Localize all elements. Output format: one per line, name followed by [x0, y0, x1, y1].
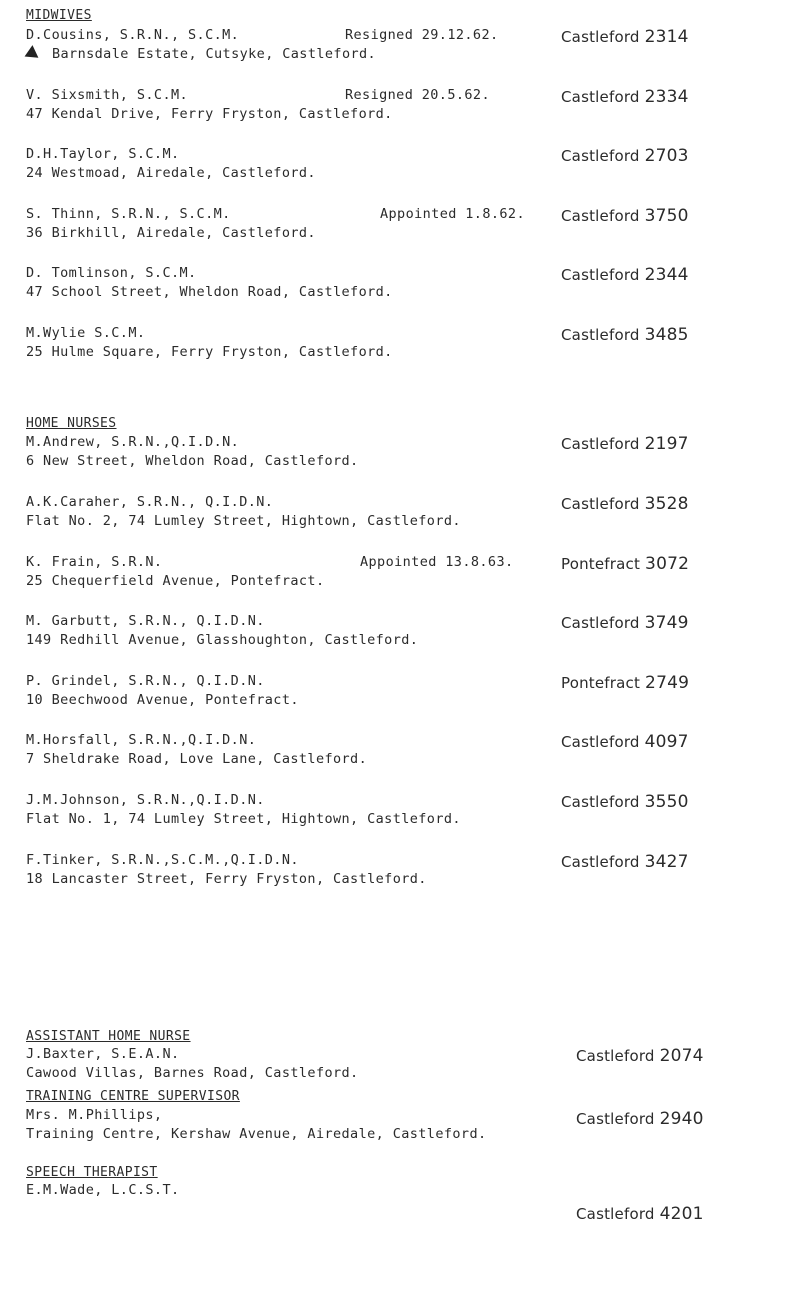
phone-number: Castleford 3550	[561, 792, 689, 812]
phone-number: Castleford 3485	[561, 325, 689, 345]
staff-address: Cawood Villas, Barnes Road, Castleford.	[26, 1065, 359, 1081]
phone-number: Castleford 3749	[561, 613, 689, 633]
staff-name: D.Cousins, S.R.N., S.C.M.	[26, 27, 240, 43]
phone-number: Castleford 2314	[561, 27, 689, 47]
staff-name: M.Wylie S.C.M.	[26, 325, 146, 341]
staff-address: Barnsdale Estate, Cutsyke, Castleford.	[52, 46, 377, 62]
staff-address: 36 Birkhill, Airedale, Castleford.	[26, 225, 316, 241]
phone-number: Castleford 2344	[561, 265, 689, 285]
staff-address: 25 Chequerfield Avenue, Pontefract.	[26, 573, 325, 589]
status-note: Appointed 13.8.63.	[360, 554, 514, 570]
list-item	[0, 852, 800, 892]
staff-name: P. Grindel, S.R.N., Q.I.D.N.	[26, 673, 265, 689]
list-item	[0, 732, 800, 772]
staff-name: M.Andrew, S.R.N.,Q.I.D.N.	[26, 434, 240, 450]
list-item	[0, 1107, 800, 1147]
staff-address: Flat No. 2, 74 Lumley Street, Hightown, Castleford.	[26, 513, 461, 529]
staff-name: E.M.Wade, L.C.S.T.	[26, 1182, 180, 1198]
home-nurses-heading: HOME NURSES	[26, 416, 117, 431]
list-item	[0, 146, 800, 186]
phone-number: Castleford 2074	[576, 1046, 704, 1066]
staff-name: S. Thinn, S.R.N., S.C.M.	[26, 206, 231, 222]
status-note: Resigned 20.5.62.	[345, 87, 490, 103]
staff-name: F.Tinker, S.R.N.,S.C.M.,Q.I.D.N.	[26, 852, 299, 868]
list-item	[0, 1182, 800, 1222]
staff-name: Mrs. M.Phillips,	[26, 1107, 163, 1123]
staff-address: 7 Sheldrake Road, Love Lane, Castleford.	[26, 751, 368, 767]
list-item	[0, 206, 800, 246]
staff-address: Flat No. 1, 74 Lumley Street, Hightown, Castleford.	[26, 811, 461, 827]
list-item	[0, 265, 800, 305]
phone-number: Castleford 4201	[576, 1204, 704, 1224]
staff-address: 25 Hulme Square, Ferry Fryston, Castleford.	[26, 344, 393, 360]
staff-name: D. Tomlinson, S.C.M.	[26, 265, 197, 281]
list-item	[0, 494, 800, 534]
staff-address: 6 New Street, Wheldon Road, Castleford.	[26, 453, 359, 469]
staff-name: K. Frain, S.R.N.	[26, 554, 163, 570]
status-note: Appointed 1.8.62.	[380, 206, 525, 222]
phone-number: Pontefract 3072	[561, 554, 690, 574]
staff-name: M.Horsfall, S.R.N.,Q.I.D.N.	[26, 732, 257, 748]
staff-address: 149 Redhill Avenue, Glasshoughton, Castleford.	[26, 632, 419, 648]
staff-address: 10 Beechwood Avenue, Pontefract.	[26, 692, 299, 708]
speech-therapist-heading: SPEECH THERAPIST	[26, 1165, 158, 1180]
list-item	[0, 613, 800, 653]
phone-number: Pontefract 2749	[561, 673, 690, 693]
staff-address: 24 Westmoad, Airedale, Castleford.	[26, 165, 316, 181]
list-item	[0, 792, 800, 832]
midwives-heading: MIDWIVES	[26, 8, 92, 23]
staff-address: Training Centre, Kershaw Avenue, Airedale, Castleford.	[26, 1126, 487, 1142]
phone-number: Castleford 2334	[561, 87, 689, 107]
list-item	[0, 434, 800, 474]
arrow-mark-icon	[22, 45, 39, 63]
staff-name: V. Sixsmith, S.C.M.	[26, 87, 189, 103]
list-item	[0, 1046, 800, 1086]
list-item	[0, 87, 800, 127]
phone-number: Castleford 3528	[561, 494, 689, 514]
staff-name: M. Garbutt, S.R.N., Q.I.D.N.	[26, 613, 265, 629]
staff-name: J.M.Johnson, S.R.N.,Q.I.D.N.	[26, 792, 265, 808]
list-item	[0, 27, 800, 67]
phone-number: Castleford 2703	[561, 146, 689, 166]
staff-name: A.K.Caraher, S.R.N., Q.I.D.N.	[26, 494, 274, 510]
list-item	[0, 554, 800, 594]
staff-name: J.Baxter, S.E.A.N.	[26, 1046, 180, 1062]
list-item	[0, 673, 800, 713]
status-note: Resigned 29.12.62.	[345, 27, 499, 43]
phone-number: Castleford 4097	[561, 732, 689, 752]
phone-number: Castleford 2940	[576, 1109, 704, 1129]
staff-name: D.H.Taylor, S.C.M.	[26, 146, 180, 162]
phone-number: Castleford 2197	[561, 434, 689, 454]
staff-address: 18 Lancaster Street, Ferry Fryston, Castleford.	[26, 871, 427, 887]
phone-number: Castleford 3427	[561, 852, 689, 872]
phone-number: Castleford 3750	[561, 206, 689, 226]
staff-address: 47 Kendal Drive, Ferry Fryston, Castleford.	[26, 106, 393, 122]
list-item	[0, 325, 800, 365]
staff-address: 47 School Street, Wheldon Road, Castleford.	[26, 284, 393, 300]
assistant-home-nurse-heading: ASSISTANT HOME NURSE	[26, 1029, 191, 1044]
training-centre-supervisor-heading: TRAINING CENTRE SUPERVISOR	[26, 1089, 240, 1104]
